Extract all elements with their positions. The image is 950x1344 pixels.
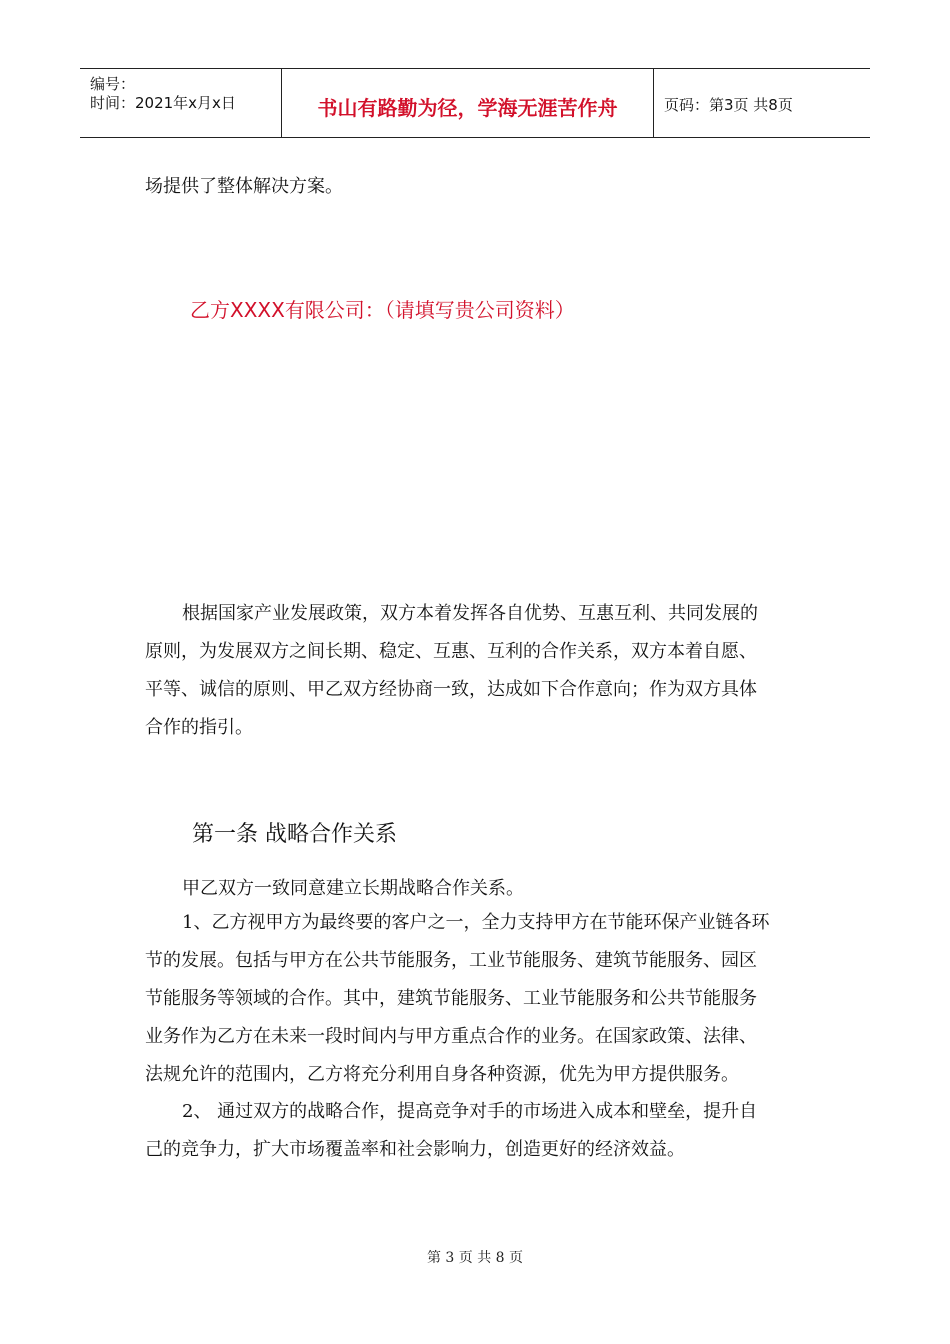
paragraph-line: 节能服务等领域的合作。其中，建筑节能服务、工业节能服务和公共节能服务 <box>145 988 757 1009</box>
party-b-name: XXXX <box>230 298 285 322</box>
article-1-title: 第一条 战略合作关系 <box>192 822 397 847</box>
party-b-prefix: 乙方 <box>190 298 230 322</box>
document-time-label: 时间：2021年x月x日 <box>90 94 236 112</box>
paragraph-line: 原则，为发展双方之间长期、稳定、互惠、互利的合作关系，双方本着自愿、 <box>145 641 757 662</box>
paragraph-line: 业务作为乙方在未来一段时间内与甲方重点合作的业务。在国家政策、法律、 <box>145 1026 757 1047</box>
paragraph-line: 节的发展。包括与甲方在公共节能服务，工业节能服务、建筑节能服务、园区 <box>145 950 757 971</box>
paragraph-line: 合作的指引。 <box>145 717 253 738</box>
header-page-info: 页码：第3页 共8页 <box>664 96 793 114</box>
paragraph-line: 法规允许的范围内，乙方将充分利用自身各种资源，优先为甲方提供服务。 <box>145 1064 739 1085</box>
header-motto-cell <box>282 69 654 137</box>
header-motto: 书山有路勤为径，学海无涯苦作舟 <box>317 96 618 120</box>
header-meta-cell <box>80 69 282 137</box>
paragraph-line: 1、乙方视甲方为最终要的客户之一，全力支持甲方在节能环保产业链各环 <box>182 912 770 933</box>
document-number-label: 编号： <box>90 75 136 93</box>
continued-paragraph-line: 场提供了整体解决方案。 <box>145 176 343 197</box>
paragraph-line: 己的竞争力，扩大市场覆盖率和社会影响力，创造更好的经济效益。 <box>145 1139 685 1160</box>
party-b-heading <box>190 294 575 323</box>
paragraph-line: 2、 通过双方的战略合作，提高竞争对手的市场进入成本和壁垒，提升自 <box>182 1101 758 1122</box>
document-header <box>80 68 870 138</box>
party-b-suffix: 有限公司：（请填写贵公司资料） <box>284 298 575 322</box>
page-footer: 第 3 页 共 8 页 <box>426 1250 524 1266</box>
paragraph-line: 平等、诚信的原则、甲乙双方经协商一致，达成如下合作意向；作为双方具体 <box>145 679 757 700</box>
header-page-cell <box>654 69 870 137</box>
paragraph-line: 甲乙双方一致同意建立长期战略合作关系。 <box>182 878 524 899</box>
paragraph-line: 根据国家产业发展政策，双方本着发挥各自优势、互惠互利、共同发展的 <box>182 603 758 624</box>
